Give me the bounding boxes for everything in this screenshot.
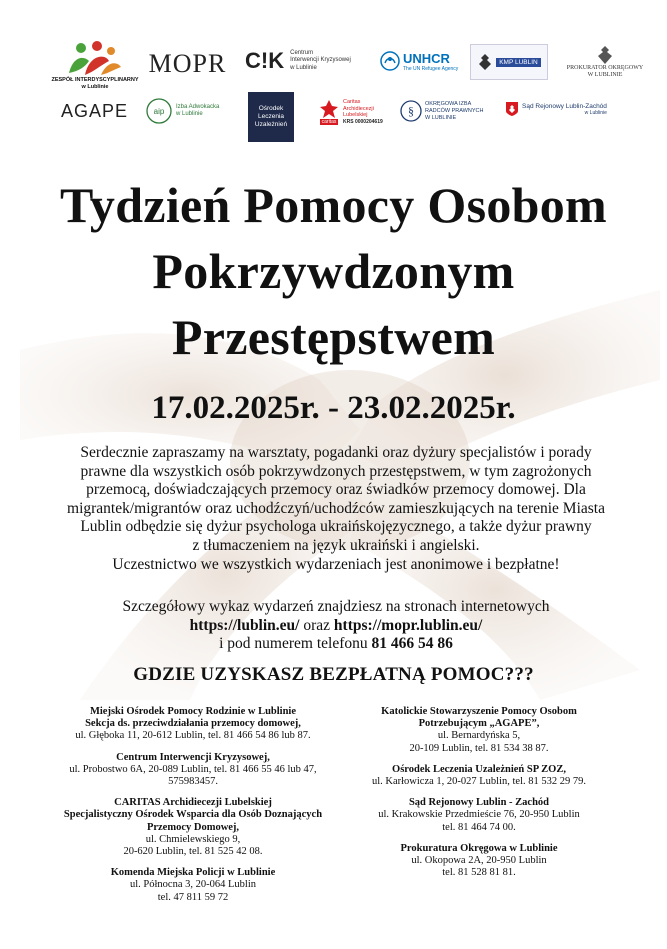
mopr-logo — [140, 44, 235, 84]
org-address: 575983457. — [168, 776, 218, 788]
org-address: ul. Probostwo 6A, 20-089 Lublin, tel. 81 466 55 46 lub 47, — [69, 763, 317, 775]
org-address: ul. Północna 3, 20-064 Lublin — [130, 879, 256, 891]
intro-line: Serdecznie zapraszamy na warsztaty, pogadanki oraz dyżury specjalistów i porady — [80, 444, 592, 461]
sad-text: Sąd Rejonowy Lublin-Zachód — [522, 102, 607, 110]
org-name: Potrzebującym „AGAPE”, — [418, 718, 540, 730]
phone-prefix: i pod numerem telefonu — [219, 635, 372, 653]
phone-number[interactable]: 81 466 54 86 — [371, 635, 453, 653]
zespol-text: ZESPÓŁ INTERDYSCYPLINARNY w Lublinie — [51, 77, 139, 90]
kmp-text: KMP LUBLIN — [496, 58, 541, 67]
cik-logo — [245, 44, 375, 78]
prokurator-logo — [555, 40, 655, 84]
caritas-krs: KRS 0000204619 — [343, 119, 383, 126]
izba-emblem-icon — [146, 98, 172, 124]
caritas-logo — [318, 94, 398, 130]
org-address: ul. Karłowicza 1, 20-027 Lublin, tel. 81 532 29 79. — [371, 776, 587, 788]
title-line-3: Przestępstwem — [171, 309, 496, 365]
phone-line — [36, 635, 636, 654]
caritas-word: caritas — [321, 119, 337, 125]
cik-mark: C!K — [245, 48, 285, 73]
event-dates: 17.02.2025r. - 23.02.2025r. — [151, 390, 516, 426]
izba-adwokacka-logo — [146, 96, 236, 126]
organization-entry — [48, 797, 338, 858]
kmp-lublin-logo — [470, 44, 548, 80]
eagle-emblem-icon — [596, 45, 614, 65]
agape-text: AGAPE — [60, 100, 129, 121]
org-address: tel. 81 464 74 00. — [442, 821, 516, 833]
oirp-logo — [400, 94, 500, 128]
caritas-flame-icon — [318, 99, 340, 119]
org-address: tel. 81 528 81 81. — [442, 867, 516, 879]
org-address: ul. Okopowa 2A, 20-950 Lublin — [411, 855, 547, 867]
link-lublin-eu[interactable]: https://lublin.eu/ — [189, 616, 300, 634]
organization-entry — [345, 843, 613, 880]
organization-entry — [48, 867, 338, 904]
help-heading: GDZIE UZYSKASZ BEZPŁATNĄ POMOC??? — [133, 664, 534, 685]
intro-line: z tłumaczeniem na język ukraiński i angielski. — [192, 536, 480, 554]
unhcr-subtext: The UN Refugee Agency — [403, 65, 459, 72]
svg-text:§: § — [408, 104, 414, 118]
title-line-2: Pokrzywdzonym — [152, 243, 515, 299]
sad-subtext: w Lublinie — [584, 109, 607, 116]
org-name: Miejski Ośrodek Pomocy Rodzinie w Lublinie — [89, 706, 297, 717]
org-address: tel. 47 811 59 72 — [157, 891, 229, 903]
organization-entry — [345, 764, 613, 788]
org-name: CARITAS Archidiecezji Lubelskiej — [114, 797, 272, 809]
people-group-icon — [65, 41, 125, 77]
org-name: Sekcja ds. przeciwdziałania przemocy domowej, — [85, 718, 301, 730]
unhcr-emblem-icon — [380, 51, 400, 71]
organizations-left — [48, 706, 338, 913]
izba-adwokacka-text: Izba Adwokacka w Lublinie — [176, 103, 220, 117]
intro-line: Uczestnictwo we wszystkich wydarzeniach jest anonimowe i bezpłatne! — [112, 555, 560, 573]
oirp-section-icon — [400, 98, 422, 124]
org-address: ul. Głęboka 11, 20-612 Lublin, tel. 81 466 54 86 lub 87. — [75, 730, 311, 742]
org-name: Katolickie Stowarzyszenie Pomocy Osobom — [381, 706, 577, 717]
agape-logo — [52, 98, 137, 124]
intro-line: przemocą, doświadczających przemocy oraz świadków przemocy domowej. Dla — [86, 481, 586, 499]
website-links — [36, 617, 636, 636]
page-title — [0, 172, 667, 370]
sad-rejonowy-logo — [505, 96, 623, 122]
intro-line: migrantek/migrantów oraz uchodźczyń/uchodźców zamieszkujących na terenie Miasta — [67, 499, 605, 517]
organization-entry — [48, 752, 338, 789]
org-address: 20-109 Lublin, tel. 81 534 38 87. — [409, 742, 549, 754]
oirp-text: OKRĘGOWA IZBA RADCÓW PRAWNYCH W LUBLINIE — [425, 100, 484, 121]
org-address: ul. Bernardyńska 5, — [437, 730, 521, 742]
org-address: 20-620 Lublin, tel. 81 525 42 08. — [123, 846, 263, 858]
org-name: Ośrodek Leczenia Uzależnień SP ZOZ, — [392, 763, 566, 775]
organization-entry — [345, 797, 613, 834]
organizations-right — [345, 706, 613, 888]
link-separator: oraz — [299, 616, 334, 634]
org-address: ul. Chmielewskiego 9, — [145, 833, 241, 845]
org-address: ul. Krakowskie Przedmieście 76, 20-950 Lublin — [378, 809, 580, 821]
osrodek-leczenia-logo — [248, 92, 294, 142]
intro-line: prawne dla wszystkich osób pokrzywdzonych przestępstwem, w tym zagrożonych — [80, 462, 592, 480]
coat-of-arms-icon — [505, 101, 519, 117]
mopr-text: MOPR — [148, 49, 227, 78]
organization-entry — [345, 706, 613, 755]
partner-logos — [0, 0, 667, 150]
title-line-1: Tydzień Pomocy Osobom — [59, 177, 608, 233]
police-eagle-icon — [477, 52, 493, 72]
osrodek-text: Ośrodek Leczenia Uzależnień — [254, 105, 288, 128]
org-name: Sąd Rejonowy Lublin - Zachód — [408, 797, 550, 809]
intro-line: Lublin odbędzie się dyżur psychologa ukraińskojęzycznego, a także dyżur prawny — [80, 518, 592, 536]
unhcr-logo — [380, 44, 466, 78]
org-name: Specjalistyczny Ośrodek Wsparcia dla Osób Doznających — [63, 809, 323, 821]
prokurator-text: PROKURATOR OKRĘGOWY W LUBLINIE — [566, 64, 644, 78]
org-name: Przemocy Domowej, — [146, 821, 240, 833]
svg-text:aip: aip — [153, 107, 165, 116]
link-mopr-lublin-eu[interactable]: https://mopr.lublin.eu/ — [333, 616, 483, 634]
organization-entry — [48, 706, 338, 743]
cik-text: Centrum Interwencji Kryzysowej w Lublinie — [290, 49, 351, 71]
website-info — [36, 598, 636, 654]
intro-paragraph — [36, 444, 636, 574]
website-info-line: Szczegółowy wykaz wydarzeń znajdziesz na stronach internetowych — [122, 598, 550, 615]
caritas-text: Caritas Archidiecezji Lubelskiej — [343, 98, 374, 119]
org-name: Komenda Miejska Policji w Lublinie — [110, 867, 276, 879]
org-name: Centrum Interwencji Kryzysowej, — [116, 751, 270, 763]
org-name: Prokuratura Okręgowa w Lublinie — [400, 842, 558, 854]
zespol-interdyscyplinarny-logo — [40, 36, 150, 96]
unhcr-text: UNHCR — [403, 50, 450, 66]
